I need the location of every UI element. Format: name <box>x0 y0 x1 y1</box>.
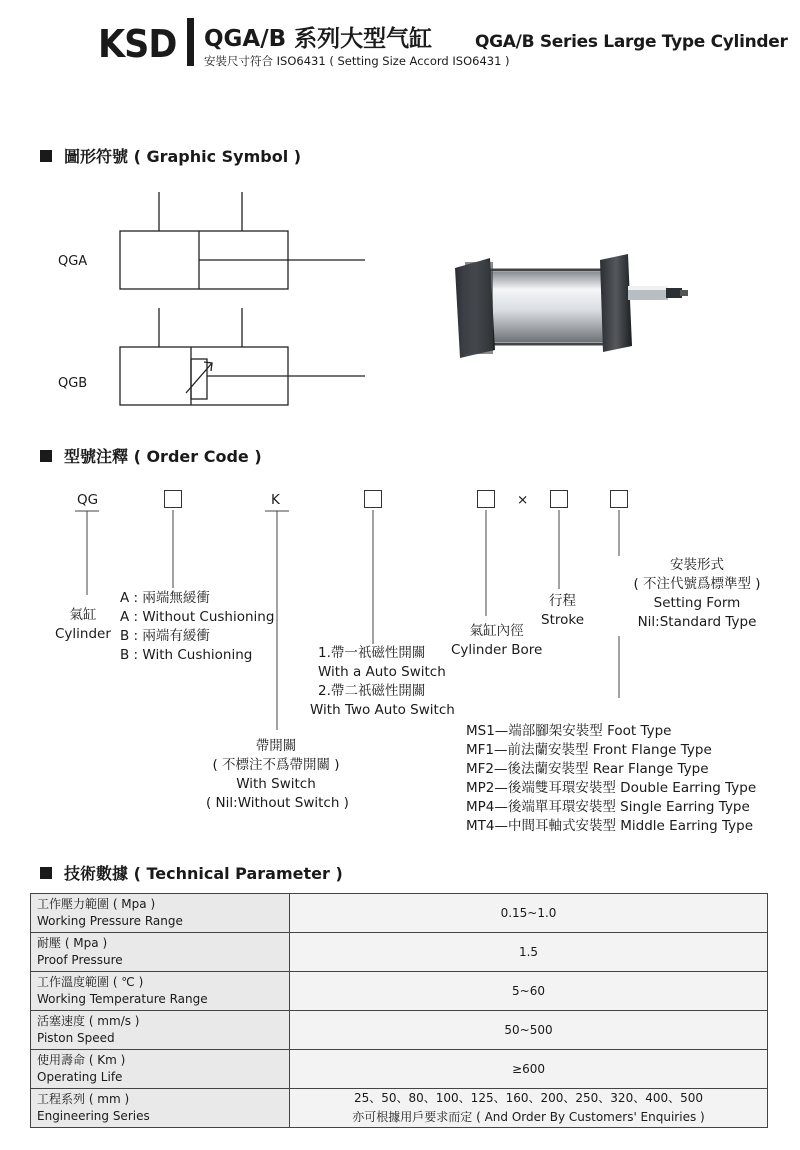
param-value: 50~500 <box>290 1011 768 1050</box>
table-row <box>31 1050 768 1089</box>
mounting-type-item: MF2—後法蘭安裝型 Rear Flange Type <box>466 761 709 777</box>
order-prefix: QG <box>77 492 99 508</box>
table-row <box>31 972 768 1011</box>
table-row <box>31 1089 768 1128</box>
param-name: 工作溫度範圍 ( ℃ ) Working Temperature Range <box>31 972 290 1011</box>
param-value: 0.15~1.0 <box>290 894 768 933</box>
bullet-square-icon <box>40 867 52 879</box>
bore-note: 氣缸內徑 Cylinder Bore <box>451 623 543 658</box>
stroke-note: 行程 Stroke <box>541 593 585 628</box>
table-row <box>31 933 768 972</box>
section-technical-parameter <box>40 861 343 884</box>
mounting-type-item: MP4—後端單耳環安裝型 Single Earring Type <box>466 799 750 815</box>
switch-code: K <box>271 492 280 508</box>
technical-parameter-table <box>30 893 768 1128</box>
setting-form-note: 安裝形式 ( 不注代號爲標準型 ) Setting Form Nil:Standard Type <box>633 557 761 630</box>
mounting-types-list <box>466 722 756 836</box>
param-value: ≥600 <box>290 1050 768 1089</box>
mounting-type-item: MF1—前法蘭安裝型 Front Flange Type <box>466 742 712 758</box>
param-value: 25、50、80、100、125、160、200、250、320、400、500 亦可根據用戶要求而定 ( And Order By Customers' Enquiries ) <box>290 1089 768 1128</box>
times-sign: × <box>517 492 529 508</box>
section-heading: 技術數據 ( Technical Parameter ) <box>64 864 343 883</box>
mounting-type-item: MT4—中間耳軸式安裝型 Middle Earring Type <box>466 818 753 834</box>
param-name: 耐壓 ( Mpa ) Proof Pressure <box>31 933 290 972</box>
param-name: 活塞速度 ( mm/s ) Piston Speed <box>31 1011 290 1050</box>
brand-logo: KSD <box>98 22 177 66</box>
auto-switch-note: 1.帶一祇磁性開關 With a Auto Switch 2.帶二祇磁性開關 With Two Auto Switch <box>310 645 455 718</box>
mounting-type-item: MP2—後端雙耳環安裝型 Double Earring Type <box>466 780 757 796</box>
qga-label: QGA <box>58 254 88 269</box>
table-row <box>31 894 768 933</box>
param-value: 5~60 <box>290 972 768 1011</box>
cushion-note: A : 兩端無緩衝 A : Without Cushioning B : 兩端有緩衝 B : With Cushioning <box>120 590 275 663</box>
cylinder-note: 氣缸 Cylinder <box>55 607 111 642</box>
qgb-label: QGB <box>58 376 88 391</box>
title-english: QGA/B Series Large Type Cylinder <box>475 32 788 52</box>
section-heading: 圖形符號 ( Graphic Symbol ) <box>64 147 302 166</box>
section-heading: 型號注釋 ( Order Code ) <box>64 447 262 466</box>
switch-note: 帶開關 ( 不標注不爲帶開關 ) With Switch ( Nil:Without Switch ) <box>206 738 349 811</box>
param-name: 使用壽命 ( Km ) Operating Life <box>31 1050 290 1089</box>
param-name: 工程系列 ( mm ) Engineering Series <box>31 1089 290 1128</box>
subtitle: 安裝尺寸符合 ISO6431 ( Setting Size Accord ISO6431 ) <box>204 54 510 68</box>
mounting-type-item: MS1—端部腳架安裝型 Foot Type <box>466 723 672 739</box>
param-value: 1.5 <box>290 933 768 972</box>
title-chinese: QGA/B 系列大型气缸 <box>204 26 433 52</box>
table-row <box>31 1011 768 1050</box>
param-name: 工作壓力範圍 ( Mpa ) Working Pressure Range <box>31 894 290 933</box>
